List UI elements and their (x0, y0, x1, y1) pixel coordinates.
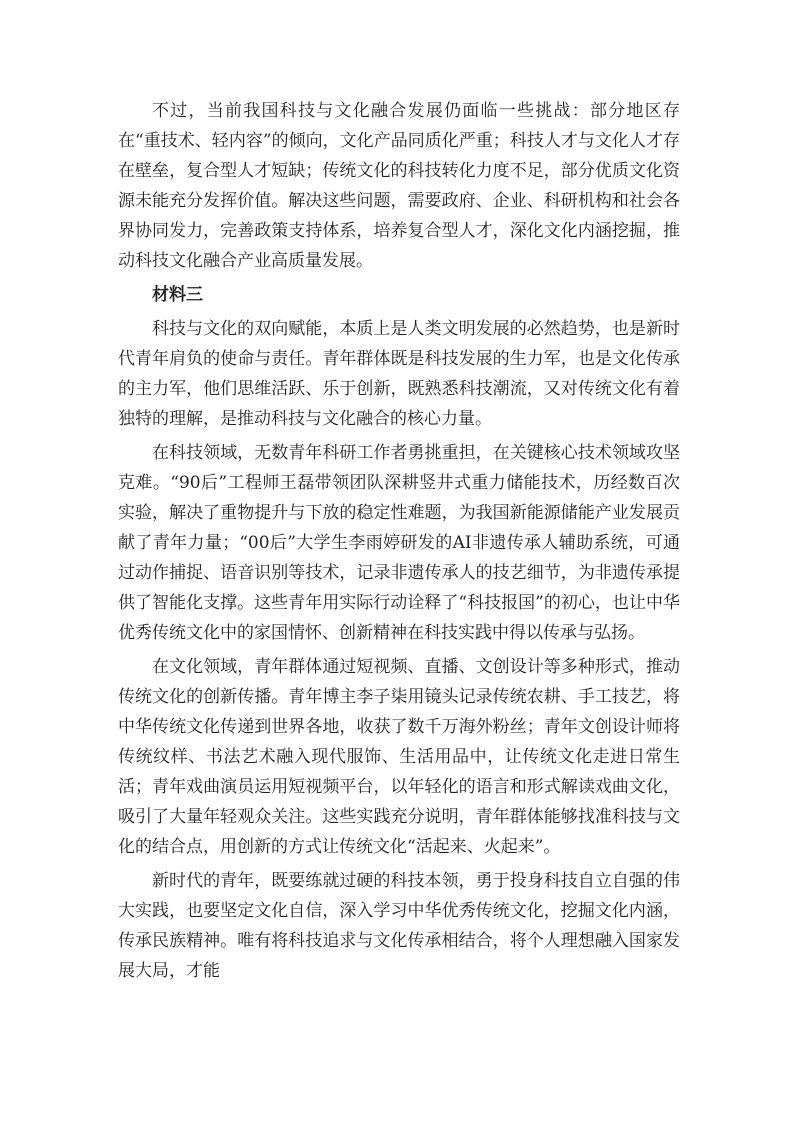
paragraph-culture-field: 在文化领域，青年群体通过短视频、直播、文创设计等多种形式，推动传统文化的创新传播。青年博主李子柒用镜头记录传统农耕、手工技艺，将中华传统文化传递到世界各地，收获了数千万海外粉丝；青年文创设计师将传统纹样、书法艺术融入现代服饰、生活用品中，让传统文化走进日常生活；青年戏曲演员运用短视频平台，以年轻化的语言和形式解读戏曲文化，吸引了大量年轻观众关注。这些实践充分说明，青年群体能够找准科技与文化的结合点，用创新的方式让传统文化“活起来、火起来”。 (118, 657, 680, 857)
paragraph-challenges: 不过，当前我国科技与文化融合发展仍面临一些挑战：部分地区存在“重技术、轻内容”的倾向，文化产品同质化严重；科技人才与文化人才存在壁垒，复合型人才短缺；传统文化的科技转化力度不足，部分优质文化资源未能充分发挥价值。解决这些问题，需要政府、企业、科研机构和社会各界协同发力，完善政策支持体系，培养复合型人才，深化文化内涵挖掘，推动科技文化融合产业高质量发展。 (118, 101, 680, 271)
paragraph-dual-empowerment: 科技与文化的双向赋能，本质上是人类文明发展的必然趋势，也是新时代青年肩负的使命与责任。青年群体既是科技发展的生力军，也是文化传承的主力军，他们思维活跃、乐于创新，既熟悉科技潮流，又对传统文化有着独特的理解，是推动科技与文化融合的核心力量。 (118, 319, 680, 429)
paragraph-new-era-youth: 新时代的青年，既要练就过硬的科技本领，勇于投身科技自立自强的伟大实践，也要坚定文化自信，深入学习中华优秀传统文化，挖掘文化内涵，传承民族精神。唯有将科技追求与文化传承相结合，将个人理想融入国家发展大局，才能 (118, 871, 680, 981)
paragraph-technology-field: 在科技领域，无数青年科研工作者勇挑重担，在关键核心技术领域攻坚克难。“90后”工程师王磊带领团队深耕竖井式重力储能技术，历经数百次实验，解决了重物提升与下放的稳定性难题，为我国新能源储能产业发展贡献了青年力量；“00后”大学生李雨婷研发的AI非遗传承人辅助系统，可通过动作捕捉、语音识别等技术，记录非遗传承人的技艺细节，为非遗传承提供了智能化支撑。这些青年用实际行动诠释了“科技报国”的初心，也让中华优秀传统文化中的家国情怀、创新精神在科技实践中得以传承与弘扬。 (118, 443, 680, 643)
document-body (118, 96, 680, 990)
section-heading-material-three: 材料三 (152, 285, 203, 305)
